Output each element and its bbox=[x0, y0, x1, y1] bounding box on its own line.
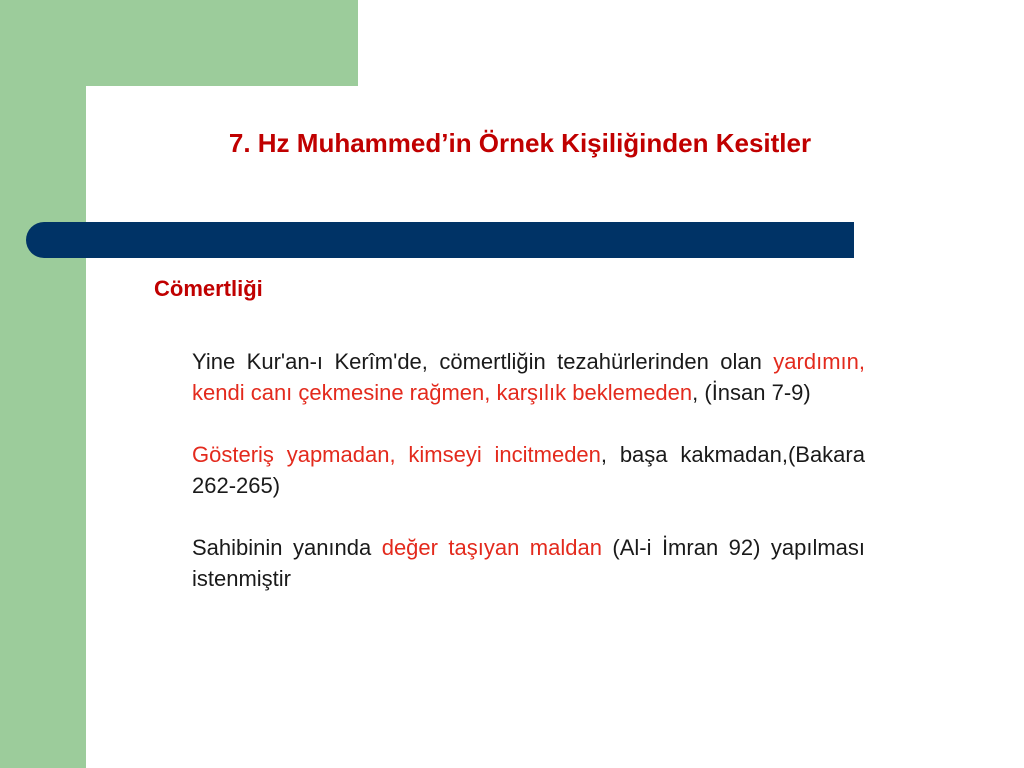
paragraph-2 bbox=[192, 439, 865, 501]
paragraph-3-text-start: Sahibinin yanında bbox=[192, 535, 382, 560]
paragraph-1-text-end: , (İnsan 7-9) bbox=[692, 380, 811, 405]
decorative-white-corner bbox=[86, 86, 166, 166]
paragraph-3 bbox=[192, 532, 865, 594]
paragraph-3-highlight: değer taşıyan maldan bbox=[381, 535, 602, 560]
paragraph-1-text-start: Yine Kur'an-ı Kerîm'de, cömertliğin tezahürlerinden olan bbox=[192, 349, 774, 374]
decorative-green-left-panel bbox=[0, 0, 86, 768]
paragraph-1 bbox=[192, 346, 865, 408]
paragraph-2-text-end: , başa kakmadan,(Bakara 262-265) bbox=[192, 442, 865, 498]
decorative-green-top-panel bbox=[0, 0, 358, 86]
paragraph-2-highlight: Gösteriş yapmadan, kimseyi incitmeden bbox=[192, 442, 601, 467]
paragraph-3-text-end: (Al-i İmran 92) yapılması istenmiştir bbox=[192, 535, 866, 591]
section-heading: Cömertliği bbox=[154, 276, 263, 301]
paragraph-1-highlight: yardımın, kendi canı çekmesine rağmen, karşılık beklemeden bbox=[192, 349, 865, 405]
slide-title: 7. Hz Muhammed’in Örnek Kişiliğinden Kesitler bbox=[228, 128, 812, 158]
slide-body bbox=[192, 346, 865, 625]
decorative-navy-bar bbox=[26, 222, 854, 258]
